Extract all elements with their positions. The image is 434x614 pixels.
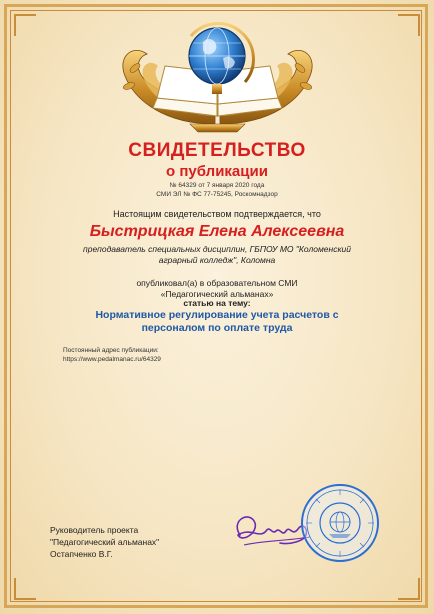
role-line-1: преподаватель специальных дисциплин, ГБПОУ МО "Коломенский xyxy=(83,244,351,254)
topic-line-1: Нормативное регулирование учета расчетов с xyxy=(95,309,339,321)
certificate-title: СВИДЕТЕЛЬСТВО xyxy=(128,140,306,161)
person-name: Быстрицкая Елена Алексеевна xyxy=(89,223,345,240)
corner-ornament-bottom-right xyxy=(398,578,420,600)
corner-ornament-top-right xyxy=(398,14,420,36)
footer-signatory: Остапченко В.Г. xyxy=(50,549,113,559)
person-role xyxy=(55,244,379,266)
topic-line-2: персоналом по оплате труда xyxy=(141,322,293,334)
publication-url[interactable]: https://www.pedalmanac.ru/64329 xyxy=(63,356,161,363)
role-line-2: аграрный колледж", Коломна xyxy=(158,255,276,265)
address-label: Постоянный адрес публикации: xyxy=(63,347,159,354)
globe-book-emblem-icon xyxy=(95,6,340,134)
journal-name: «Педагогический альманах» xyxy=(160,289,274,299)
certificate-number: № 64329 от 7 января 2020 года xyxy=(169,182,265,189)
article-topic xyxy=(70,309,364,335)
footer-role: Руководитель проекта xyxy=(50,525,139,535)
confirm-text: Настоящим свидетельством подтверждается, что xyxy=(113,209,321,219)
certificate-subtitle: о публикации xyxy=(166,163,268,180)
topic-intro: статью на тему: xyxy=(183,298,251,308)
media-registration: СМИ ЭЛ № ФС 77-75245, Роскомнадзор xyxy=(156,191,278,198)
corner-ornament-top-left xyxy=(14,14,36,36)
round-seal-icon xyxy=(299,482,381,564)
corner-ornament-bottom-left xyxy=(14,578,36,600)
footer-project: "Педагогический альманах" xyxy=(50,537,160,547)
published-line: опубликовал(а) в образовательном СМИ xyxy=(136,278,298,288)
